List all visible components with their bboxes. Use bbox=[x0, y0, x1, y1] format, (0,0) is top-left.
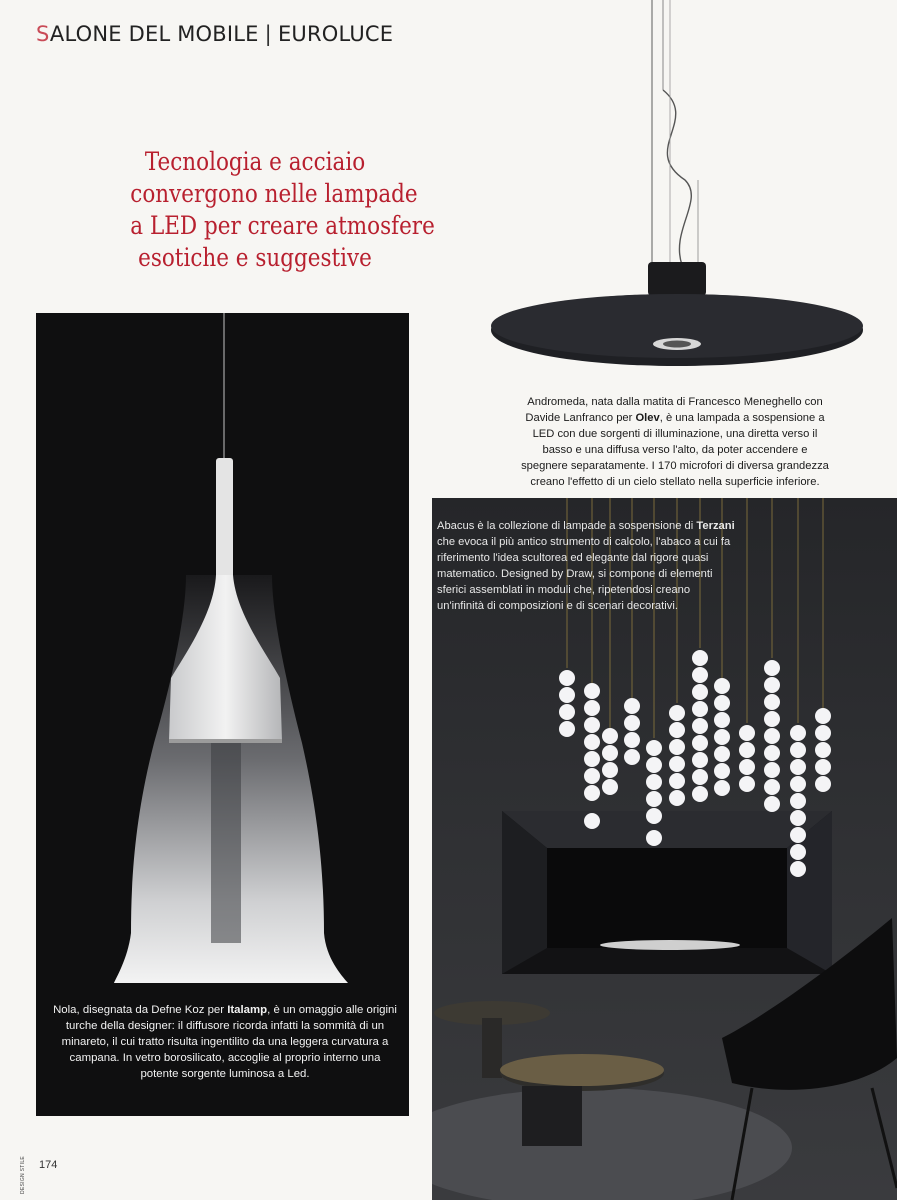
caption-text: che evoca il più antico strumento di calcolo, l'abaco a cui fa riferimento l'idea scultorea ed elegante dal rigore quasi matematico. Designed by Draw, si compone di elementi sferici assemblati in moduli che, ripetendosi creano un'infinità di composizioni e di scenari decorativi. bbox=[437, 535, 731, 612]
headline-line: esotiche e suggestive bbox=[138, 243, 372, 272]
olev-caption bbox=[520, 395, 830, 490]
caption-text: , è un omaggio alle origini turche della designer: il diffusore ricorda infatti la sommità di un minareto, il cui tratto risulta ingentilito da una leggera curvatura a campana. In vetro borosilicato, accoglie al proprio interno una potente sorgente luminosa a Led. bbox=[61, 1004, 397, 1080]
headline-line: convergono nelle lampade bbox=[130, 179, 418, 208]
section-header bbox=[36, 22, 393, 46]
nola-lamp-image bbox=[36, 313, 409, 1116]
caption-text: Andromeda, nata dalla matita di Francesco Meneghello con Davide Lanfranco per bbox=[525, 396, 823, 424]
nola-lamp-photo bbox=[36, 313, 409, 1116]
brand-italamp: Italamp bbox=[227, 1004, 268, 1016]
subsection-title: EUROLUCE bbox=[277, 22, 394, 46]
brand-olev: Olev bbox=[635, 411, 660, 424]
caption-text: , è una lampada a sospensione a LED con due sorgenti di illuminazione, una diretta verso il basso e una diffusa verso l'alto, da poter accendere e spegnere separatamente. I 170 microfori di diversa grandezza creano l'effetto di un cielo stellato nella superficie inferiore. bbox=[521, 411, 829, 488]
magazine-logo-sub: DESIGN STILE bbox=[20, 1155, 26, 1194]
terzani-caption bbox=[437, 519, 737, 614]
andromeda-lamp-image bbox=[470, 0, 880, 380]
section-initial: S bbox=[36, 22, 50, 46]
brand-terzani: Terzani bbox=[696, 520, 735, 532]
page-number: 174 bbox=[39, 1159, 58, 1171]
article-headline bbox=[130, 146, 435, 274]
headline-line: Tecnologia e acciaio bbox=[144, 147, 366, 176]
caption-text: Abacus è la collezione di lampade a sospensione di bbox=[437, 520, 697, 532]
header-separator: | bbox=[264, 22, 272, 46]
section-title: ALONE DEL MOBILE bbox=[49, 22, 259, 46]
caption-text: Nola, disegnata da Defne Koz per bbox=[53, 1004, 228, 1016]
headline-line: a LED per creare atmosfere bbox=[130, 211, 435, 240]
italamp-caption bbox=[50, 1003, 400, 1083]
